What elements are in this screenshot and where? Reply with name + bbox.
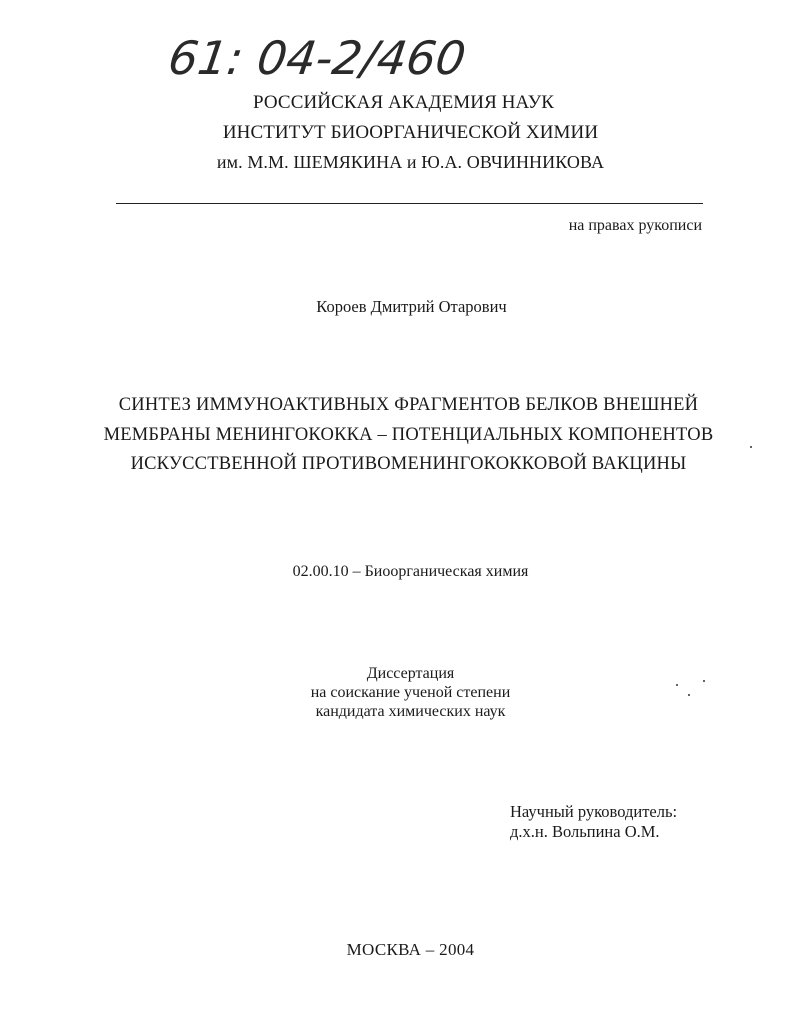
advisor-label: Научный руководитель: — [510, 802, 678, 821]
dissertation-line-3: кандидата химических наук — [315, 703, 506, 720]
institution-line-1: РОССИЙСКАЯ АКАДЕМИЯ НАУК — [252, 92, 555, 113]
rights-note: на правах рукописи — [568, 217, 702, 234]
institution-line-3: им. М.М. ШЕМЯКИНА и Ю.А. ОВЧИННИКОВА — [216, 152, 605, 172]
scan-speck — [703, 680, 705, 682]
thesis-title-line-3: ИСКУССТВЕННОЙ ПРОТИВОМЕНИНГОКОККОВОЙ ВАКЦИНЫ — [130, 454, 687, 474]
institution-line-2: ИНСТИТУТ БИООРГАНИЧЕСКОЙ ХИМИИ — [222, 122, 599, 143]
scientific-advisor — [510, 802, 677, 842]
dissertation-line-2: на соискание ученой степени — [310, 684, 511, 701]
scan-speck — [750, 446, 752, 448]
author-name: Короев Дмитрий Отарович — [316, 297, 507, 316]
thesis-title-line-2: МЕМБРАНЫ МЕНИНГОКОККА – ПОТЕНЦИАЛЬНЫХ КОМПОНЕНТОВ — [103, 425, 714, 445]
specialty-code: 02.00.10 – Биоорганическая химия — [292, 563, 529, 580]
handwritten-archive-code — [165, 22, 470, 102]
archive-code-text: 61: 04-2/460 — [165, 31, 470, 85]
thesis-title-line-1: СИНТЕЗ ИММУНОАКТИВНЫХ ФРАГМЕНТОВ БЕЛКОВ ВНЕШНЕЙ — [118, 395, 699, 415]
advisor-name: д.х.н. Вольпина О.М. — [510, 822, 660, 841]
header-divider — [116, 203, 703, 204]
scan-speck — [688, 694, 690, 696]
dissertation-line-1: Диссертация — [366, 665, 455, 682]
scan-speck — [676, 684, 678, 686]
city-year: МОСКВА – 2004 — [346, 940, 475, 959]
